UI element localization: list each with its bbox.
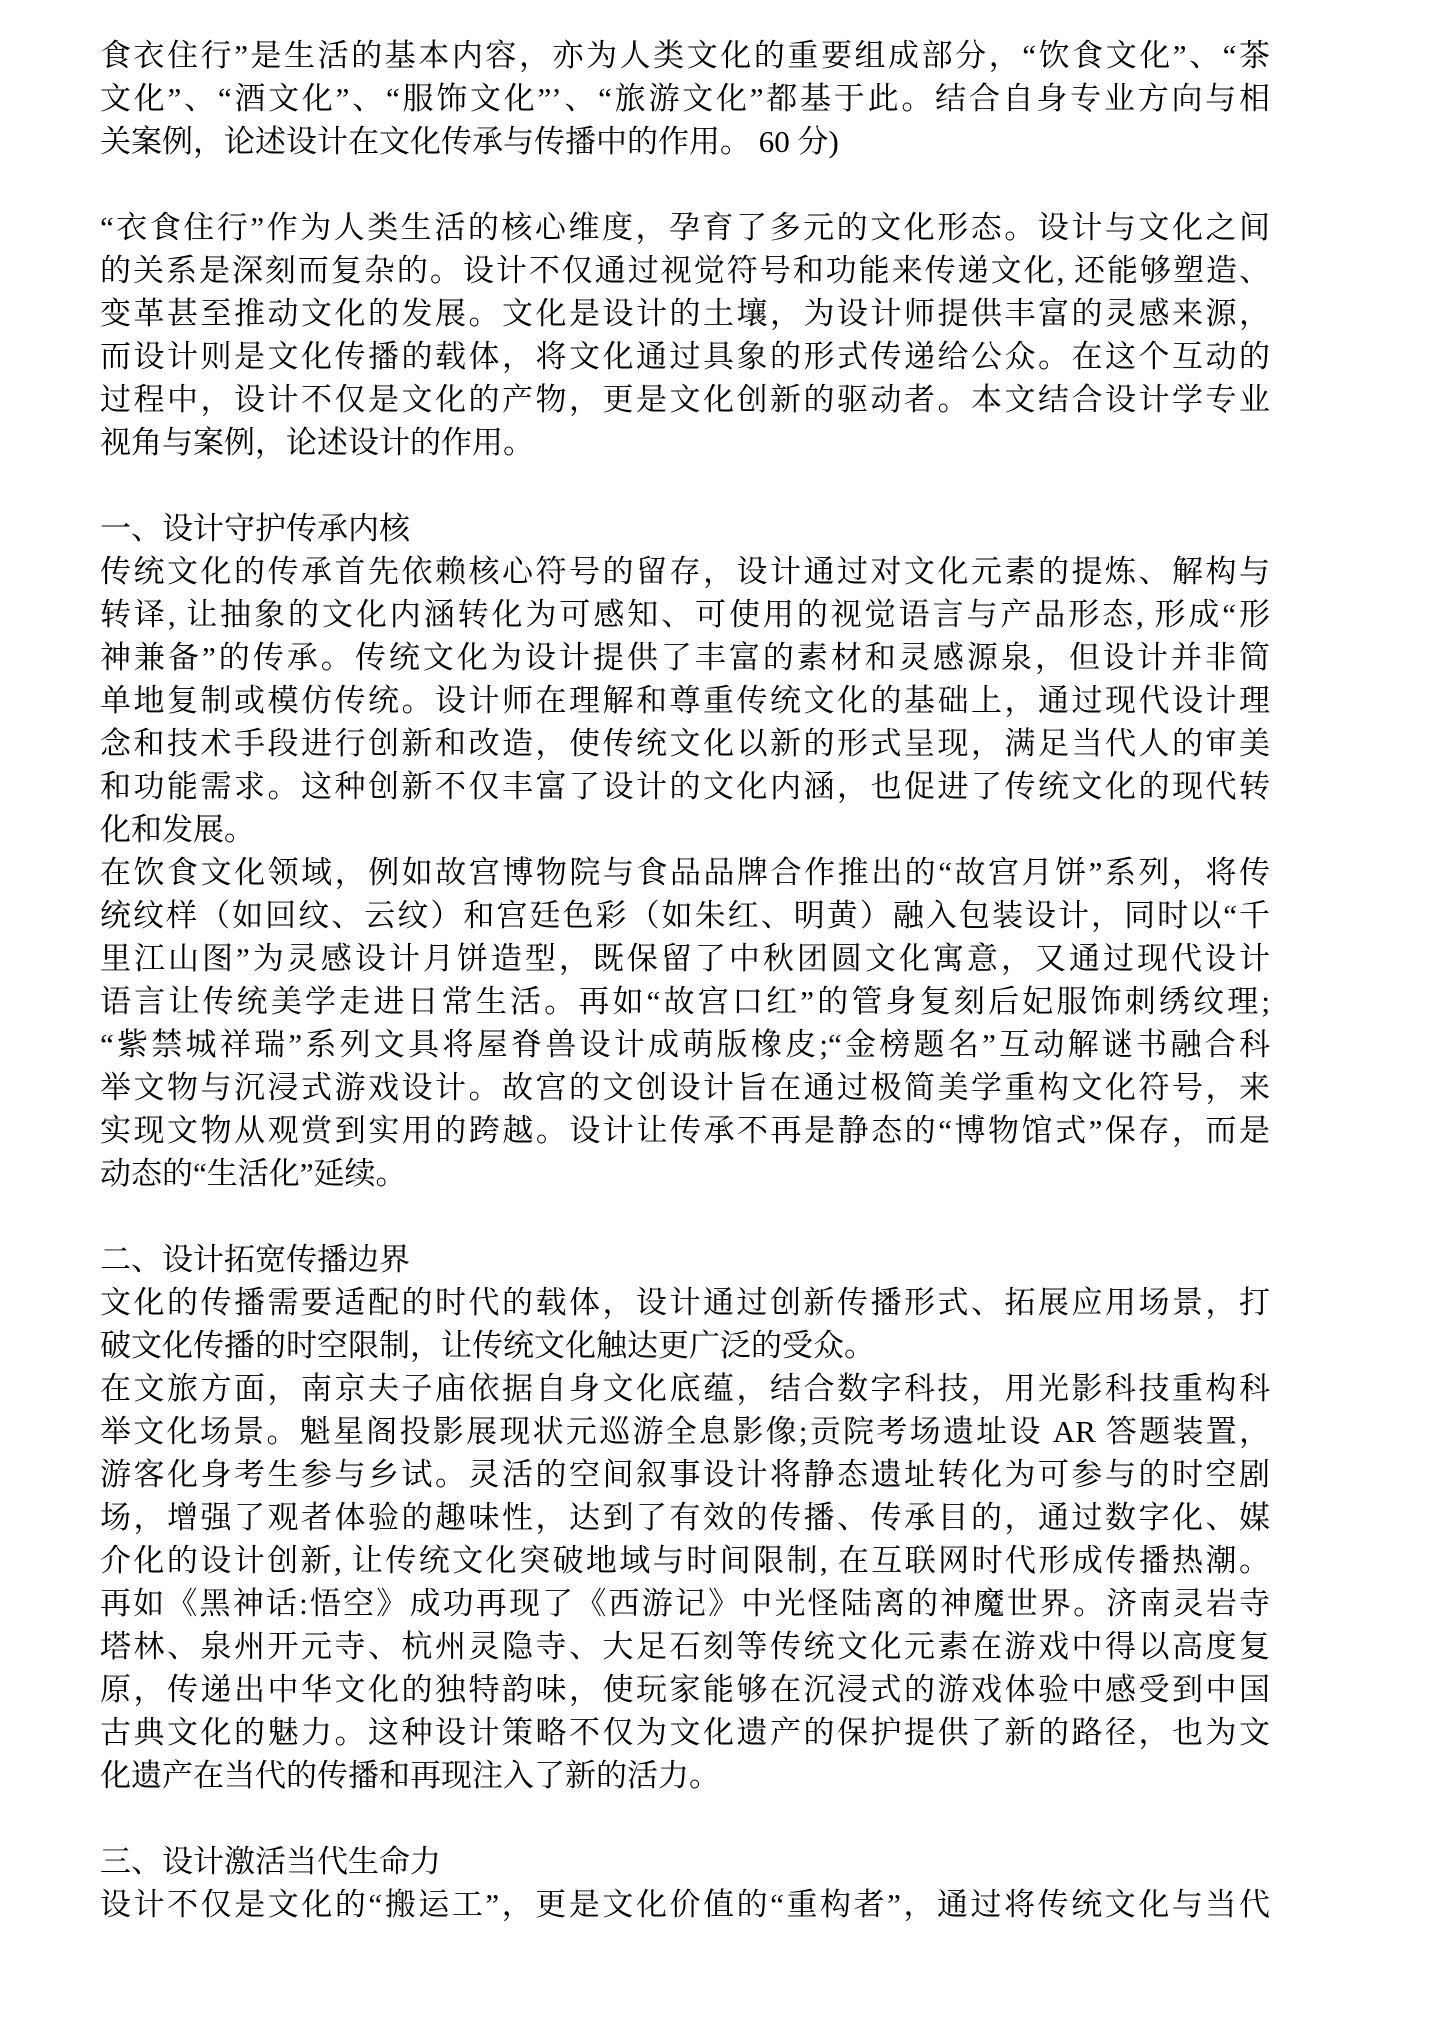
text-line: 转译, 让抽象的文化内涵转化为可感知、可使用的视觉语言与产品形态, 形成“形 [100,597,1270,632]
text-line: 原，传递出中华文化的独特韵味，使玩家能够在沉浸式的游戏体验中感受到中国 [100,1672,1270,1707]
text-line: “衣食住行”作为人类生活的核心维度，孕育了多元的文化形态。设计与文化之间 [100,210,1270,245]
text-line: 食衣住行”是生活的基本内容，亦为人类文化的重要组成部分，“饮食文化”、“茶 [100,38,1270,73]
text-line: 里江山图”为灵感设计月饼造型，既保留了中秋团圆文化寓意，又通过现代设计 [100,941,1270,976]
blank-line [100,1195,1270,1238]
section-heading: 一、设计守护传承内核 [100,511,410,546]
text-line: 动态的“生活化”延续。 [100,1156,407,1191]
text-line: 过程中，设计不仅是文化的产物，更是文化创新的驱动者。本文结合设计学专业 [100,382,1270,417]
section-heading: 二、设计拓宽传播边界 [100,1242,410,1277]
text-line: 古典文化的魅力。这种设计策略不仅为文化遗产的保护提供了新的路径，也为文 [100,1715,1270,1750]
text-line: 单地复制或模仿传统。设计师在理解和尊重传统文化的基础上，通过现代设计理 [100,683,1270,718]
text-line: 文化的传播需要适配的时代的载体，设计通过创新传播形式、拓展应用场景，打 [100,1285,1270,1320]
text-line: 在文旅方面，南京夫子庙依据自身文化底蕴，结合数字科技，用光影科技重构科 [100,1371,1270,1406]
text-line: 统纹样（如回纹、云纹）和宫廷色彩（如朱红、明黄）融入包装设计，同时以“千 [100,898,1270,933]
text-line: 语言让传统美学走进日常生活。再如“故宫口红”的管身复刻后妃服饰刺绣纹理; [100,984,1270,1019]
text-line: 场，增强了观者体验的趣味性，达到了有效的传播、传承目的，通过数字化、媒 [100,1500,1270,1535]
text-line: 传统文化的传承首先依赖核心符号的留存，设计通过对文化元素的提炼、解构与 [100,554,1270,589]
text-line: 念和技术手段进行创新和改造，使传统文化以新的形式呈现，满足当代人的审美 [100,726,1270,761]
text-line: 在饮食文化领域，例如故宫博物院与食品品牌合作推出的“故宫月饼”系列，将传 [100,855,1270,890]
document-page [100,34,1270,1926]
blank-line [100,163,1270,206]
text-line: 再如《黑神话:悟空》成功再现了《西游记》中光怪陆离的神魔世界。济南灵岩寺 [100,1586,1270,1621]
text-line: 而设计则是文化传播的载体，将文化通过具象的形式传递给公众。在这个互动的 [100,339,1270,374]
text-line: 视角与案例，论述设计的作用。 [100,425,534,460]
section-heading: 三、设计激活当代生命力 [100,1844,441,1879]
text-line: 塔林、泉州开元寺、杭州灵隐寺、大足石刻等传统文化元素在游戏中得以高度复 [100,1629,1270,1664]
blank-line [100,1797,1270,1840]
text-line: 的关系是深刻而复杂的。设计不仅通过视觉符号和功能来传递文化, 还能够塑造、 [100,253,1270,288]
text-line: 介化的设计创新, 让传统文化突破地域与时间限制, 在互联网时代形成传播热潮。 [100,1543,1270,1578]
text-line: 和功能需求。这种创新不仅丰富了设计的文化内涵，也促进了传统文化的现代转 [100,769,1270,804]
text-line: 化遗产在当代的传播和再现注入了新的活力。 [100,1758,720,1793]
blank-line [100,464,1270,507]
text-line: 举文物与沉浸式游戏设计。故宫的文创设计旨在通过极简美学重构文化符号，来 [100,1070,1270,1105]
text-line: 化和发展。 [100,812,255,847]
text-line: “紫禁城祥瑞”系列文具将屋脊兽设计成萌版橡皮;“金榜题名”互动解谜书融合科 [100,1027,1270,1062]
text-line: 神兼备”的传承。传统文化为设计提供了丰富的素材和灵感源泉，但设计并非简 [100,640,1270,675]
text-line: 关案例，论述设计在文化传承与传播中的作用。 60 分) [100,124,839,159]
text-line: 实现文物从观赏到实用的跨越。设计让传承不再是静态的“博物馆式”保存，而是 [100,1113,1270,1148]
text-line: 游客化身考生参与乡试。灵活的空间叙事设计将静态遗址转化为可参与的时空剧 [100,1457,1270,1492]
text-line: 设计不仅是文化的“搬运工”，更是文化价值的“重构者”，通过将传统文化与当代 [100,1887,1270,1922]
text-line: 变革甚至推动文化的发展。文化是设计的土壤，为设计师提供丰富的灵感来源， [100,296,1270,331]
text-line: 破文化传播的时空限制，让传统文化触达更广泛的受众。 [100,1328,875,1363]
text-line: 文化”、“酒文化”、“服饰文化”’、“旅游文化”都基于此。结合自身专业方向与相 [100,81,1270,116]
text-line: 举文化场景。魁星阁投影展现状元巡游全息影像;贡院考场遗址设 AR 答题装置， [100,1414,1270,1449]
